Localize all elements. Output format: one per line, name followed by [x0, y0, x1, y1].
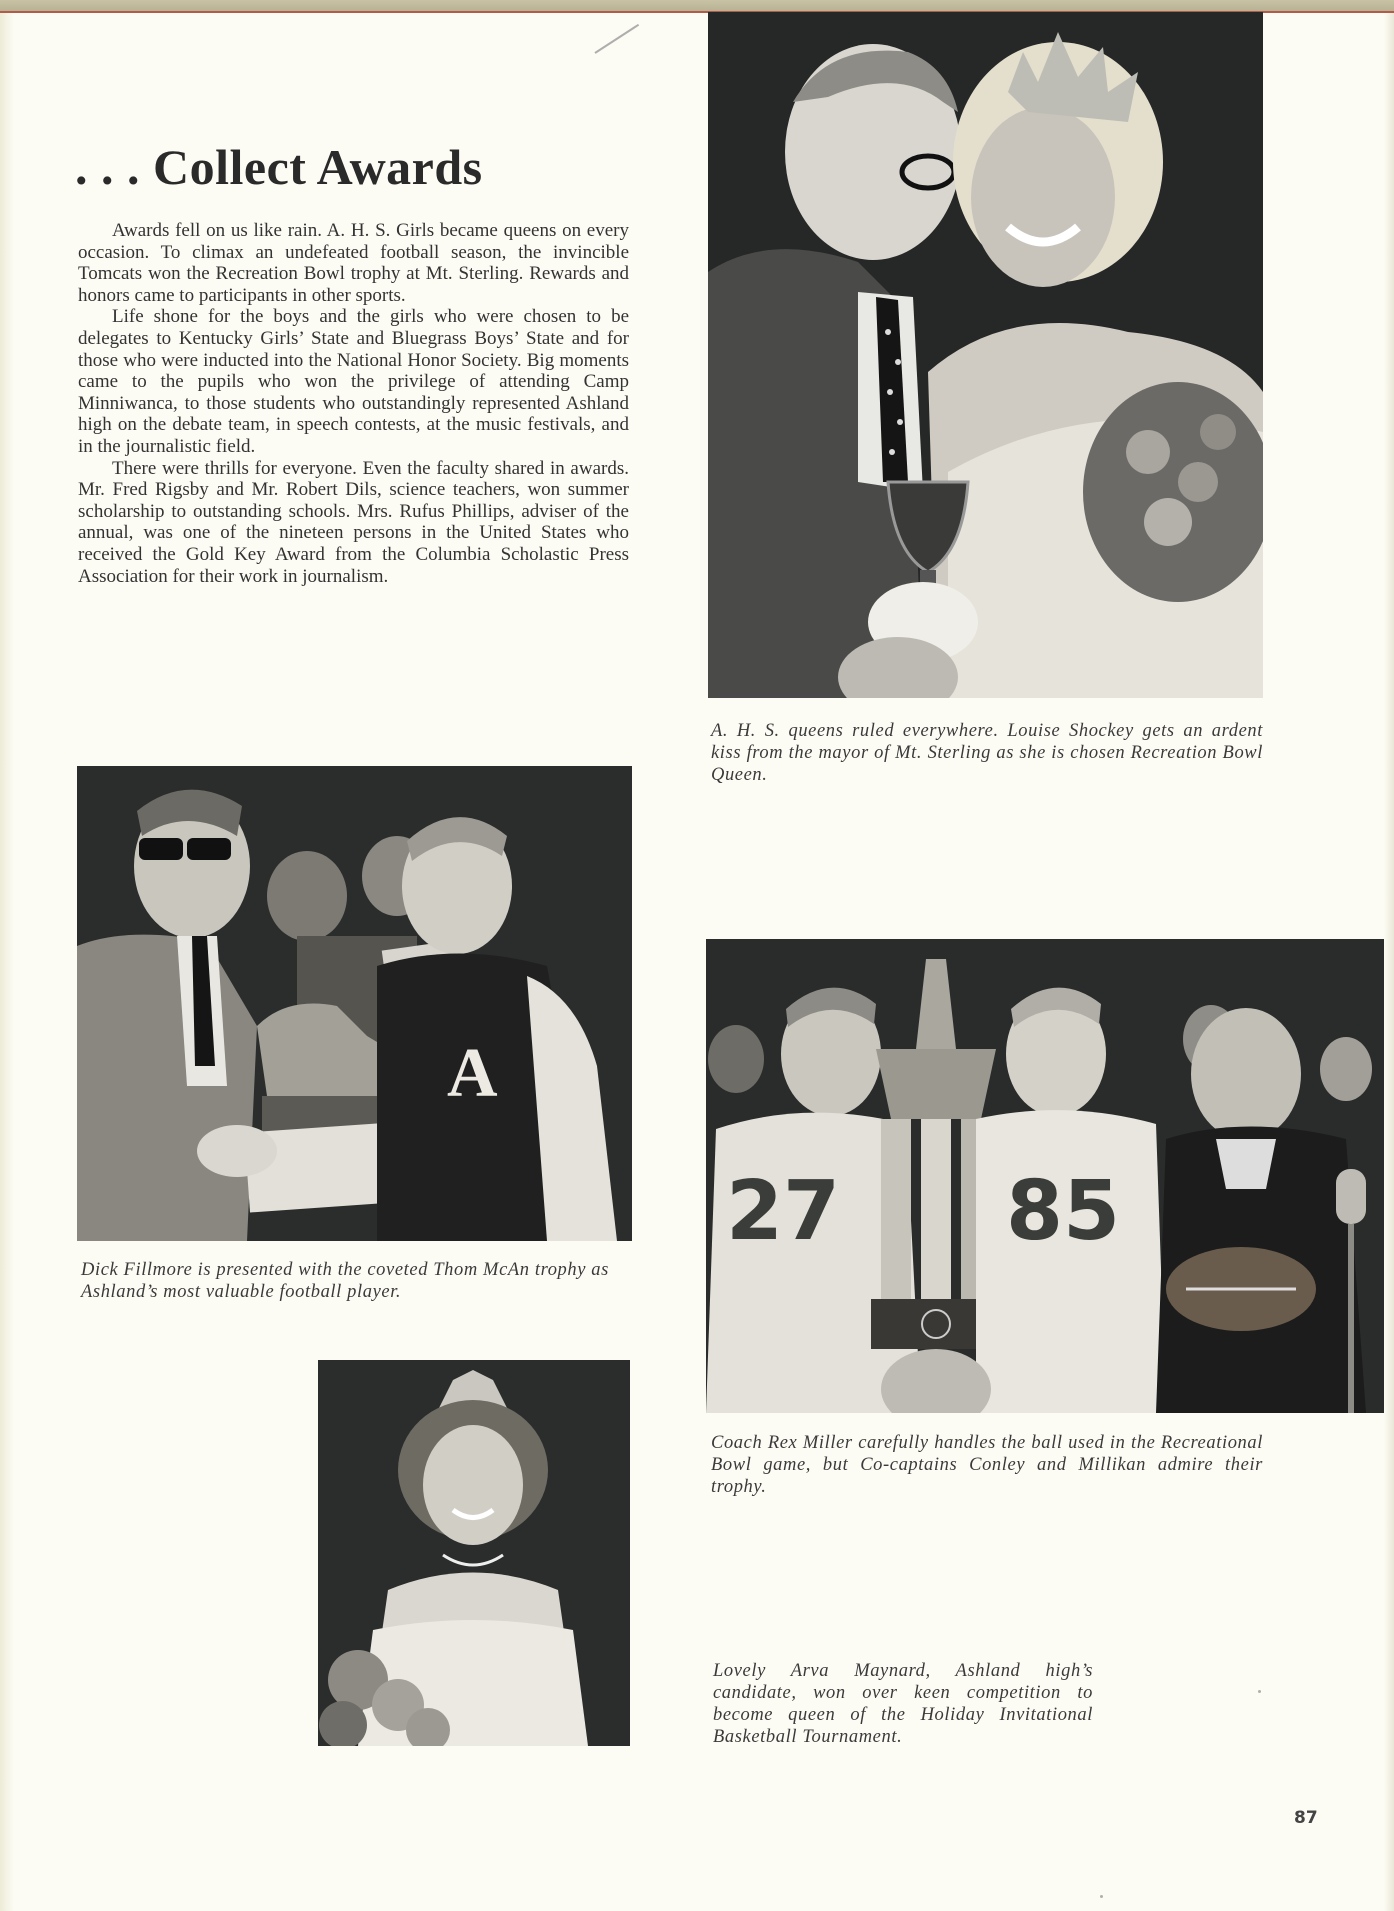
jersey-number-left: 27 [726, 1164, 841, 1259]
photo-fillmore [77, 766, 632, 1241]
page-title: . . . Collect Awards [75, 139, 483, 195]
article-paragraph: There were thrills for everyone. Even the faculty shared in awards. Mr. Fred Rigsby and Mr. Robert Dils, science teachers, won summer scholarship to outstanding schools. Mrs. Rufus Phillips, adviser of the annual, was one of the nineteen persons in the United States who received the Gold Key Award from the Columbia Scholastic Press Association for their work in journalism. [78, 457, 629, 587]
page-number: 87 [1294, 1808, 1318, 1828]
paper-speck [1258, 1690, 1261, 1693]
photo-fillmore-image [77, 766, 632, 1241]
article-paragraph: Awards fell on us like rain. A. H. S. Girls became queens on every occasion. To climax an undefeated football season, the invincible Tomcats won the Recreation Bowl trophy at Mt. Sterling. Rewards and honors came to participants in other sports. [78, 220, 629, 306]
photo-maynard [318, 1360, 630, 1746]
article-body [78, 220, 629, 587]
photo-queen-kiss [708, 12, 1263, 698]
jersey-number-right: 85 [1006, 1164, 1121, 1259]
jersey-letter: A [447, 1035, 498, 1112]
photo-maynard-image [318, 1360, 630, 1746]
photo-queen-kiss-image [708, 12, 1263, 698]
article-paragraph: Life shone for the boys and the girls who were chosen to be delegates to Kentucky Girls’ State and Bluegrass Boys’ State and for those who were inducted into the National Honor Society. Big moments came to the pupils who won the privilege of attending Camp Minniwanca, to those students who outstandingly represented Ashland high on the debate team, in speech contests, at the music festivals, and in the journalistic field. [78, 306, 629, 457]
pencil-mark [594, 24, 639, 54]
caption-queen-kiss: A. H. S. queens ruled everywhere. Louise Shockey gets an ardent kiss from the mayor of Mt. Sterling as she is chosen Recreation Bowl Queen. [711, 721, 1263, 785]
paper-speck [1100, 1895, 1103, 1898]
page-right-edge [1384, 13, 1394, 1911]
caption-fillmore: Dick Fillmore is presented with the coveted Thom McAn trophy as Ashland’s most valuable football player. [81, 1260, 609, 1302]
photo-trophy-image [706, 939, 1384, 1413]
caption-maynard: Lovely Arva Maynard, Ashland high’s candidate, won over keen competition to become queen of the Holiday Invitational Basketball Tournament. [713, 1661, 1093, 1747]
photo-trophy [706, 939, 1384, 1413]
page-binding-shadow [0, 13, 14, 1911]
caption-trophy: Coach Rex Miller carefully handles the ball used in the Recreational Bowl game, but Co-captains Conley and Millikan admire their trophy. [711, 1433, 1263, 1497]
